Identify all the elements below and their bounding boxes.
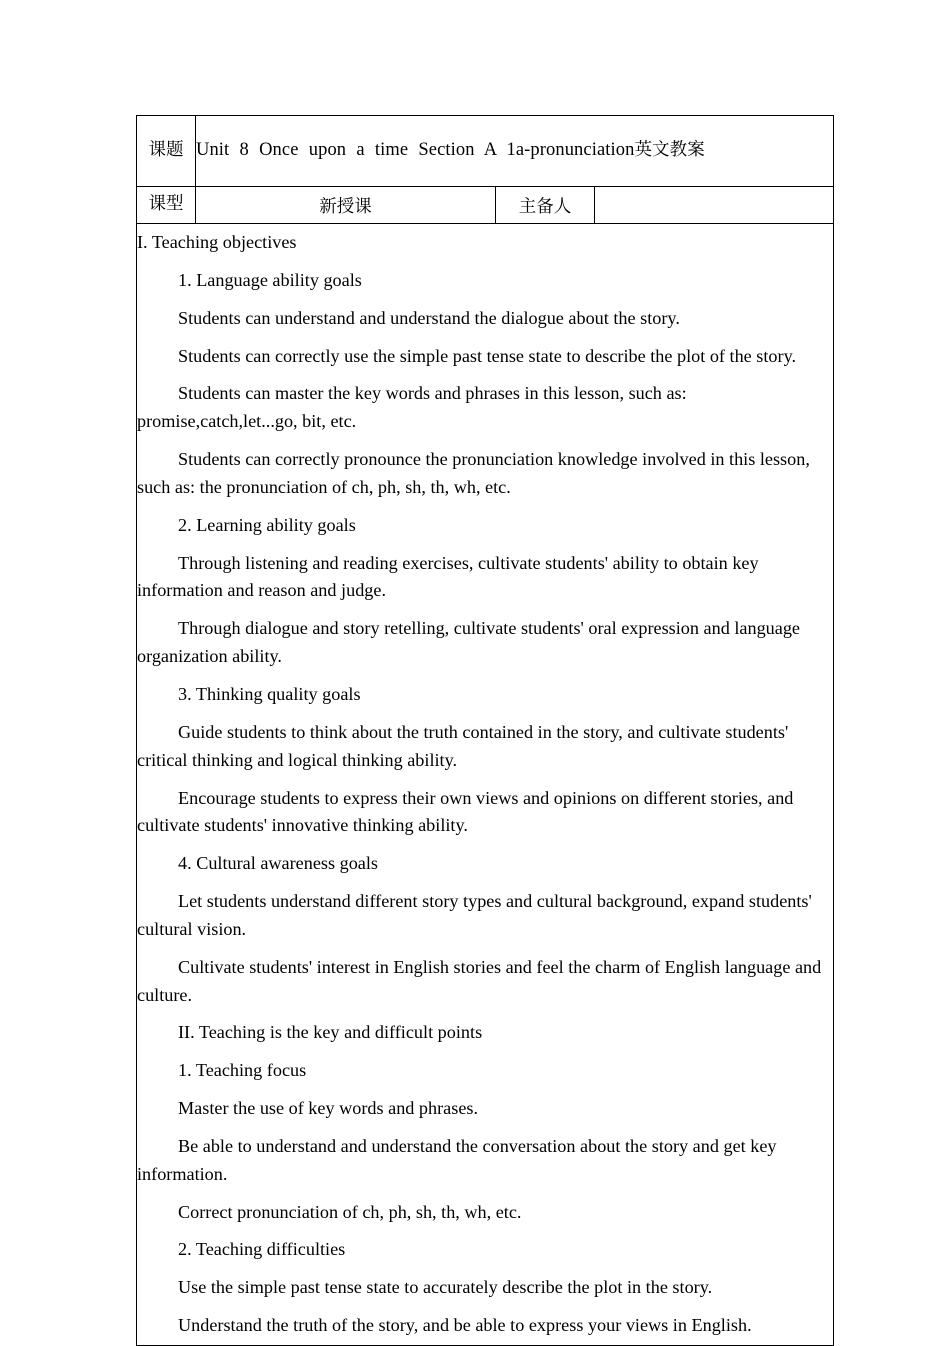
difficulty-item-2: Understand the truth of the story, and be able to express your views in English. <box>178 1315 752 1336</box>
subheading-teaching-focus: 1. Teaching focus <box>178 1060 307 1081</box>
subheading-language-ability-goals: 1. Language ability goals <box>178 269 362 290</box>
subheading-learning-ability-goals: 2. Learning ability goals <box>178 514 356 535</box>
section-heading-key-difficult-points: II. Teaching is the key and difficult points <box>178 1022 483 1043</box>
focus-item-2: Be able to understand and understand the conversation about the story and get key information. <box>137 1135 777 1184</box>
objective-thinking-1: Guide students to think about the truth contained in the story, and cultivate students' critical thinking and logical thinking ability. <box>137 721 789 770</box>
subheading-teaching-difficulties: 2. Teaching difficulties <box>178 1239 346 1260</box>
topic-value-cell <box>196 116 834 187</box>
focus-item-1: Master the use of key words and phrases. <box>178 1098 479 1119</box>
objective-language-4: Students can correctly pronounce the pronunciation knowledge involved in this lesson, such as: the pronunciation of ch, ph, sh, th, wh, etc. <box>137 449 810 497</box>
teaching-plan-content <box>137 224 833 1345</box>
body-cell <box>137 224 834 1346</box>
table-row-topic <box>137 116 834 187</box>
lesson-type-label-cell: 课型 <box>137 187 196 224</box>
table-row-body <box>137 224 834 1346</box>
subheading-cultural-awareness-goals: 4. Cultural awareness goals <box>178 853 379 874</box>
objective-learning-2: Through dialogue and story retelling, cultivate students' oral expression and language organization ability. <box>137 618 800 667</box>
objective-language-2: Students can correctly use the simple past tense state to describe the plot of the story. <box>178 345 797 366</box>
topic-label-cell: 课题 <box>137 116 196 187</box>
owner-value-cell <box>595 187 834 224</box>
objective-learning-1: Through listening and reading exercises, cultivate students' ability to obtain key information and reason and judge. <box>137 552 759 601</box>
objective-thinking-2: Encourage students to express their own views and opinions on different stories, and cultivate students' innovative thinking ability. <box>137 787 794 836</box>
difficulty-item-1: Use the simple past tense state to accurately describe the plot in the story. <box>178 1277 713 1298</box>
lesson-type-value-cell: 新授课 <box>196 187 496 224</box>
table-row-lesson-type <box>137 187 834 224</box>
objective-cultural-1: Let students understand different story types and cultural background, expand students' cultural vision. <box>137 891 812 939</box>
focus-item-3: Correct pronunciation of ch, ph, sh, th, wh, etc. <box>178 1201 522 1222</box>
objective-cultural-2: Cultivate students' interest in English stories and feel the charm of English language and culture. <box>137 956 822 1005</box>
section-heading-teaching-objectives: I. Teaching objectives <box>137 232 297 252</box>
objective-language-1: Students can understand and understand the dialogue about the story. <box>178 307 680 328</box>
subheading-thinking-quality-goals: 3. Thinking quality goals <box>178 683 361 704</box>
lesson-plan-table <box>136 115 834 1346</box>
objective-language-3: Students can master the key words and phrases in this lesson, such as: promise,catch,let...go, bit, etc. <box>137 383 687 432</box>
topic-value-english: Unit 8 Once upon a time Section A 1a-pronunciation <box>196 140 635 161</box>
topic-value-chinese: 英文教案 <box>634 140 705 161</box>
owner-label-cell: 主备人 <box>496 187 595 224</box>
